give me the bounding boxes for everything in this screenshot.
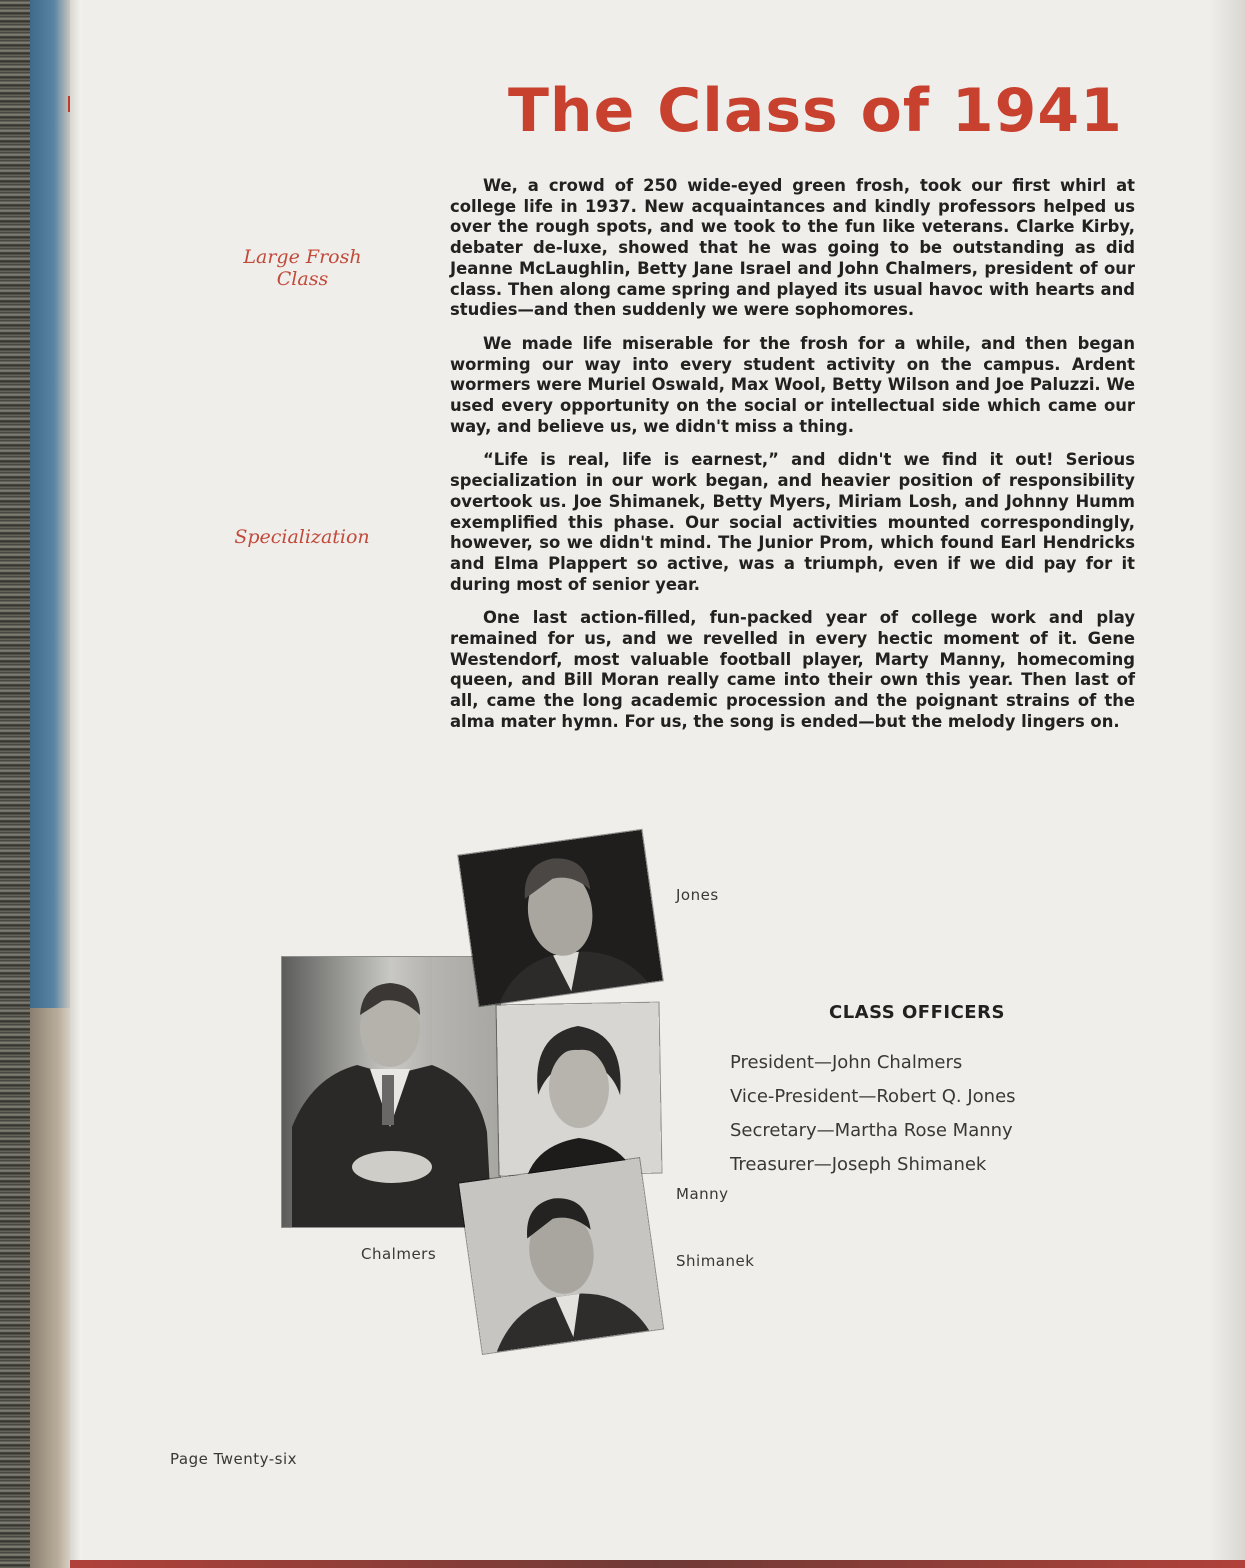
page-title: The Class of 1941 [508, 76, 1123, 146]
class-officers-list [730, 1046, 1016, 1182]
caption-shimanek: Shimanek [676, 1252, 755, 1270]
photo-manny [497, 1003, 662, 1176]
page-shadow [1209, 0, 1245, 1568]
paragraph-junior: “Life is real, life is earnest,” and didn't we find it out! Serious specialization in our work began, and heavier position of responsibility overtook us. Joe Shimanek, Betty Myers, Miriam Losh, and Johnny Humm exemplified this phase. Our social activities mounted correspondingly, however, so we didn't mind. The Junior Prom, which found Earl Hendricks and Elma Plappert so active, was a triumph, even if we did pay for it during most of senior year. [450, 450, 1135, 594]
bottom-cover-edge [70, 1560, 1245, 1568]
paragraph-freshman: We, a crowd of 250 wide-eyed green frosh, took our first whirl at college life in 1937. New acquaintances and kindly professors helped us over the rough spots, and we took to the fun like veterans. Clarke Kirby, debater de-luxe, showed that he was going to be outstanding as did Jeanne McLaughlin, Betty Jane Israel and John Chalmers, president of our class. Then along came spring and played its usual havoc with hearts and studies—and then suddenly we were sophomores. [450, 176, 1135, 320]
photo-jones [458, 830, 662, 1006]
class-officers-heading: CLASS OFFICERS [829, 1002, 1005, 1023]
officer-secretary: Secretary—Martha Rose Manny [730, 1120, 1013, 1141]
book-spine [0, 0, 30, 1568]
article-body [450, 176, 1135, 746]
caption-manny: Manny [676, 1185, 729, 1203]
caption-jones: Jones [676, 886, 719, 904]
page-number: Page Twenty-six [170, 1450, 298, 1468]
officer-vice-president: Vice-President—Robert Q. Jones [730, 1086, 1016, 1107]
paragraph-sophomore: We made life miserable for the frosh for a while, and then began worming our way into every student activity on the campus. Ardent wormers were Muriel Oswald, Max Wool, Betty Wilson and Joe Paluzzi. We used every opportunity on the social or intellectual side which came our way, and believe us, we didn't miss a thing. [450, 333, 1135, 436]
officer-treasurer: Treasurer—Joseph Shimanek [730, 1154, 987, 1175]
officer-president: President—John Chalmers [730, 1052, 963, 1073]
paragraph-senior: One last action-filled, fun-packed year of college work and play remained for us, and we revelled in every hectic moment of it. Gene Westendorf, most valuable football player, Marty Manny, homecoming queen, and Bill Moran really came into their own this year. Then last of all, came the long academic procession and the poignant strains of the alma mater hymn. For us, the song is ended—but the melody lingers on. [450, 608, 1135, 731]
page-gutter [70, 0, 82, 1568]
margin-note-specialization: Specialization [234, 526, 370, 548]
caption-chalmers: Chalmers [361, 1245, 437, 1263]
photo-shimanek [459, 1158, 663, 1354]
book-cover-edge [30, 0, 70, 1568]
margin-note-large-frosh-class: Large Frosh Class [243, 246, 362, 290]
